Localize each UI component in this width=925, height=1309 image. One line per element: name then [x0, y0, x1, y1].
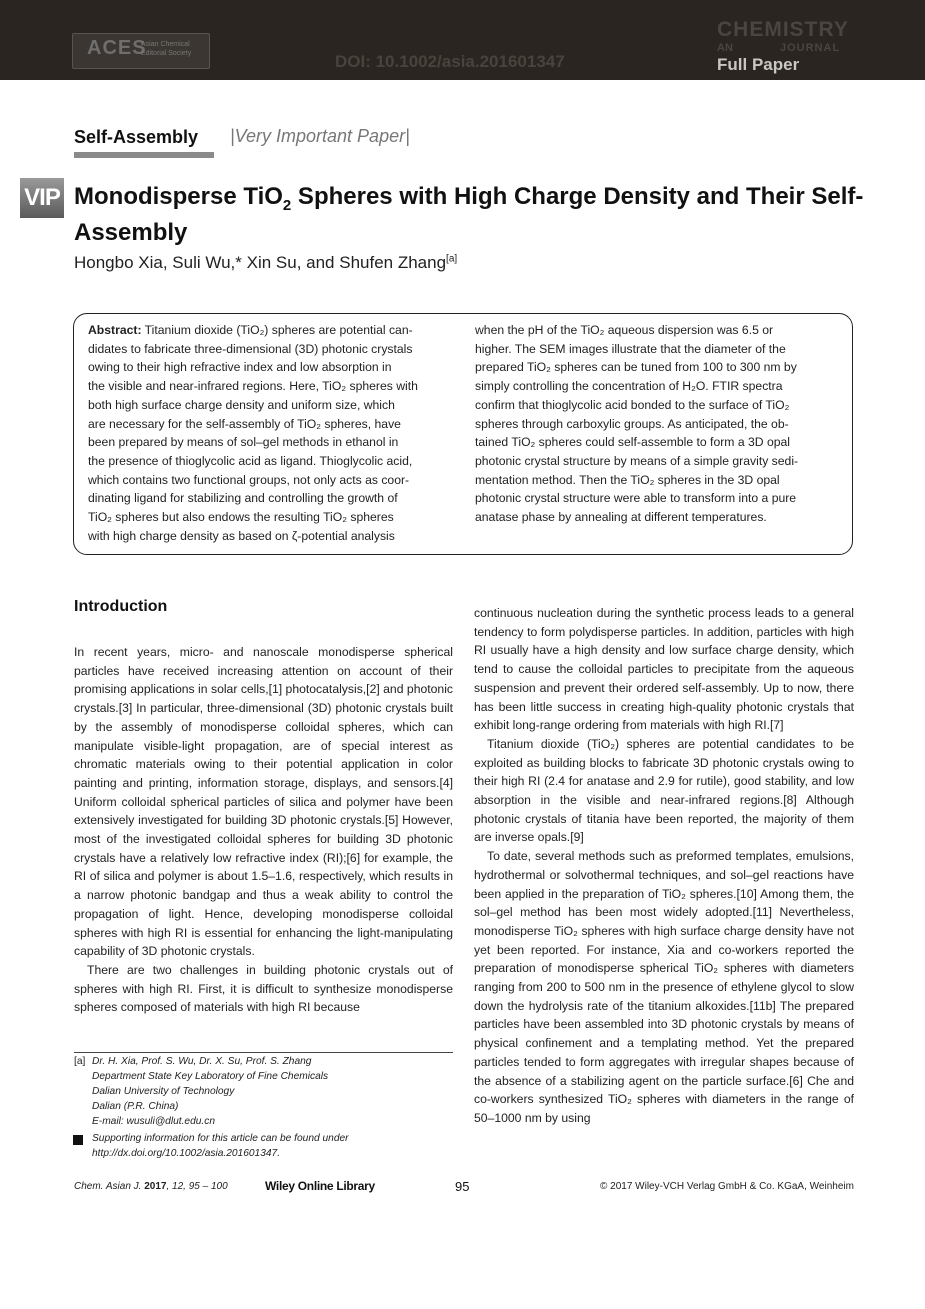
abstract-line: higher. The SEM images illustrate that the diameter of the [475, 341, 786, 356]
journal-ref-prefix: Chem. Asian J. [74, 1181, 142, 1192]
abstract-line: simply controlling the concentration of H₂O. FTIR spectra [475, 379, 783, 394]
abstract-label: Abstract: [88, 323, 142, 337]
abstract-line: spheres through carboxylic groups. As anticipated, the ob- [475, 416, 789, 431]
abstract-line: with high charge density as based on ζ-potential analysis [88, 528, 395, 543]
footnote-lines [92, 1054, 432, 1129]
abstract-line: confirm that thioglycolic acid bonded to the surface of TiO₂ [475, 397, 790, 412]
abstract-line: dinating ligand for stabilizing and controlling the growth of [88, 491, 398, 506]
introduction-heading: Introduction [74, 598, 168, 615]
abstract-line: owing to their high refractive index and low absorption in [88, 360, 392, 375]
body-paragraph: In recent years, micro- and nanoscale monodisperse spherical particles have received increasing attention on account of their promising applications in solar cells,[1] photocatalysis,[2] and photonic crystals.[3] In particular, three-dimensional (3D) photonic crystals built by the assembly of monodisperse colloidal spheres, which can manipulate visible-light propagation, are of special interest as chromatic materials owing to their potential application in color painting and printing, information storage, displays, and sensors.[4] Uniform colloidal spherical particles of silica and polymer have been extensively investigated for building 3D photonic crystals.[5] However, most of the investigated colloidal spheres for building 3D photonic crystals have a relatively low refractive index (RI);[6] for example, the RI of silica and polymer is about 1.5–1.6, respectively, which results in a narrow photonic bandgap and thus a weak ability to control the propagation of light. Hence, developing monodisperse colloidal spheres with high RI is essential for enhancing the light-manipulating capability of 3D photonic crystals. [74, 645, 453, 959]
body-paragraph: continuous nucleation during the synthetic process leads to a general tendency to form polydisperse particles. In addition, particles with high RI usually have a high density and low surface charge density, which tend to cause the colloidal particles to precipitate from the aqueous suspension and prevent their ordered self-assembly. Up to now, there has been little success in creating high-quality photonic crystals that exhibit long-range ordering from materials with high RI.[7] [474, 606, 854, 733]
copyright: © 2017 Wiley-VCH Verlag GmbH & Co. KGaA, Weinheim [600, 1181, 854, 1192]
journal-name-an: AN [717, 42, 733, 54]
abstract-right-column [475, 321, 840, 527]
abstract-line: Titanium dioxide (TiO₂) spheres are potential can- [141, 323, 413, 337]
aces-logo-text: ACES [87, 37, 147, 59]
journal-ref-year: 2017 [144, 1181, 167, 1192]
abstract-line: anatase phase by annealing at different temperatures. [475, 510, 767, 525]
title-part2: Spheres with High Charge Density and Their Self-Assembly [74, 183, 864, 246]
abstract-line: didates to fabricate three-dimensional (3D) photonic crystals [88, 341, 413, 356]
abstract-line: been prepared by means of sol–gel methods in ethanol in [88, 435, 399, 450]
authors-text: Hongbo Xia, Suli Wu,* Xin Su, and Shufen Zhang [74, 253, 447, 272]
footnote-line: Department State Key Laboratory of Fine Chemicals [92, 1071, 329, 1082]
journal-header-bar [0, 0, 925, 80]
footnote-line: Dr. H. Xia, Prof. S. Wu, Dr. X. Su, Prof. S. Zhang [92, 1056, 312, 1067]
abstract-left-column [88, 321, 453, 545]
abstract-line: the visible and near-infrared regions. Here, TiO₂ spheres with [88, 379, 418, 394]
author-list [74, 253, 457, 273]
abstract-line: prepared TiO₂ spheres can be tuned from 100 to 300 nm by [475, 360, 797, 375]
abstract-line: when the pH of the TiO₂ aqueous dispersion was 6.5 or [475, 323, 774, 337]
journal-ref-rest: , 12, 95 – 100 [166, 1181, 228, 1192]
footnote-divider [74, 1052, 453, 1053]
section-underline [74, 152, 214, 158]
article-type: Full Paper [717, 55, 800, 74]
body-left-column [74, 643, 453, 1017]
article-title [74, 183, 874, 246]
body-paragraph: To date, several methods such as preformed templates, emulsions, hydrothermal or solvothermal techniques, and sol–gel reactions have been applied in the preparation of TiO₂ spheres.[10] Among them, the sol–gel method has been most widely adopted.[11] Nevertheless, monodisperse TiO₂ spheres with high surface charge density have not yet been reported. For instance, Xia and co-workers reported the preparation of monodisperse spherical TiO₂ spheres with diameters ranging from 200 to 500 nm in the presence of ethylene glycol to slow down the hydrolysis rate of the titanium alkoxides.[11b] The prepared particles have been assembled into 3D photonic crystals by means of physical confinement and a templating method. Yet the prepared particles tended to form aggregates with irregular shapes because of the absence of a stabilizing agent on the particle surface.[6] Che and co-workers synthesized TiO₂ spheres with diameters in the range of 50–1000 nm by using [474, 849, 854, 1125]
title-subscript: 2 [282, 196, 292, 214]
authors-affiliation-mark: [a] [446, 253, 458, 265]
journal-name-chemistry: CHEMISTRY [717, 18, 849, 41]
abstract-line: tained TiO₂ spheres could self-assemble to form a 3D opal [475, 435, 790, 450]
supporting-info-link[interactable]: Supporting information for this article can be found under http://dx.doi.org/10.1002/asia.201601347. [92, 1133, 349, 1159]
abstract-line: TiO₂ spheres but also endows the resulting TiO₂ spheres [88, 510, 394, 525]
section-label: Self-Assembly [74, 127, 199, 147]
abstract-line: which contains two functional groups, not only acts as coor- [88, 472, 410, 487]
body-paragraph: Titanium dioxide (TiO₂) spheres are potential candidates to be exploited as building blocks to fabricate 3D photonic crystals owing to their high RI (2.4 for anatase and 2.9 for rutile), good stability, and low absorption in the visible and near-infrared regions.[8] Although photonic crystals of titania have been reported, the majority of them are inverse opals.[9] [474, 736, 854, 845]
footnote-tag: [a] [74, 1056, 86, 1067]
abstract-line: both high surface charge density and uniform size, which [88, 397, 395, 412]
footnote-line: Dalian University of Technology [92, 1086, 235, 1097]
abstract-box [73, 313, 853, 555]
journal-reference [74, 1181, 228, 1192]
aces-logo-subtitle: Asian Chemical Editorial Society [141, 41, 192, 57]
abstract-line: photonic crystal structure by means of a simple gravity sedi- [475, 453, 799, 468]
abstract-line: photonic crystal structure were able to transform into a pure [475, 491, 797, 506]
body-paragraph: There are two challenges in building photonic crystals out of spheres with high RI. First, it is difficult to synthesize monodisperse spheres composed of materials with high RI because [74, 962, 453, 1015]
body-right-column [474, 604, 854, 1128]
doi-link[interactable]: DOI: 10.1002/asia.201601347 [335, 52, 565, 71]
supporting-info-icon [73, 1135, 83, 1145]
aces-logo [72, 33, 210, 69]
title-part1: Monodisperse TiO [74, 183, 283, 210]
footnote-line: Dalian (P.R. China) [92, 1101, 179, 1112]
wiley-online-library-logo[interactable]: Wiley Online Library [265, 1179, 375, 1193]
abstract-line: the presence of thioglycolic acid as ligand. Thioglycolic acid, [88, 453, 413, 468]
email-link[interactable]: E-mail: wusuli@dlut.edu.cn [92, 1116, 216, 1127]
vip-label: |Very Important Paper| [230, 126, 410, 146]
abstract-line: mentation method. Then the TiO₂ spheres in the 3D opal [475, 472, 780, 487]
abstract-line: are necessary for the self-assembly of TiO₂ spheres, have [88, 416, 401, 431]
journal-name-journal: JOURNAL [780, 42, 841, 54]
vip-badge-icon: VIP [20, 178, 64, 218]
page-number: 95 [455, 1179, 470, 1194]
